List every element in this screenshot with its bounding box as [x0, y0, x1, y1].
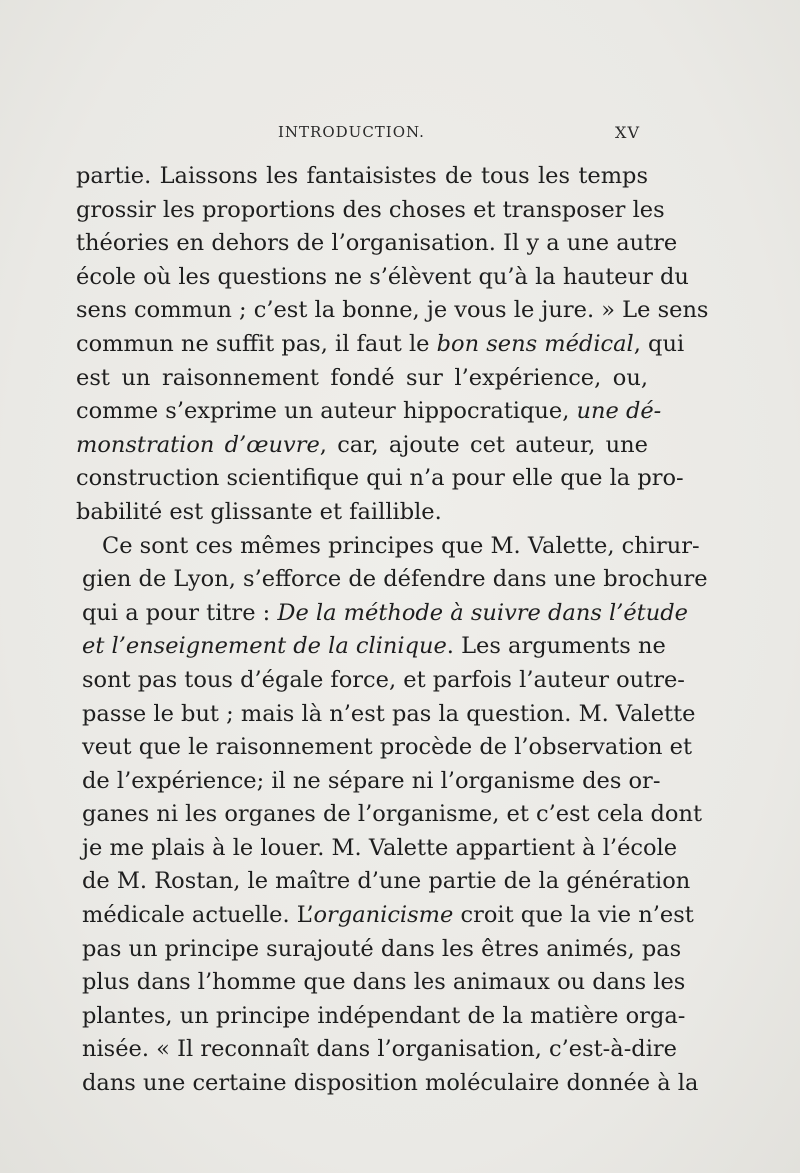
text-line: [76, 429, 648, 463]
text-line: [76, 630, 666, 664]
text-run: , qui: [633, 330, 685, 357]
page-number: XV: [615, 123, 640, 142]
text-run: passe le but ; mais là n’est pas la question. M. Valette: [82, 700, 696, 727]
text-run: école où les questions ne s’élèvent qu’à la hauteur du: [76, 263, 689, 290]
italic-run: et l’enseignement de la clinique: [82, 633, 447, 660]
text-run: babilité est glissante et faillible.: [76, 498, 442, 525]
text-run: ganes ni les organes de l’organisme, et c’est cela dont: [82, 801, 703, 828]
text-line: [76, 765, 661, 799]
paragraph: [76, 160, 709, 530]
text-line: [76, 966, 686, 1000]
text-run: veut que le raisonnement procède de l’observation et: [82, 734, 693, 761]
text-line: [76, 731, 693, 765]
text-run: . Les arguments ne: [446, 633, 666, 660]
text-run: construction scientifique qui n’a pour elle que la pro-: [76, 465, 684, 492]
text-run: théories en dehors de l’organisation. Il y a une autre: [76, 230, 678, 257]
text-run: comme s’exprime un auteur hippocratique,: [76, 398, 577, 425]
text-line: [76, 294, 709, 328]
italic-run: organicisme: [313, 902, 454, 929]
text-line: [76, 933, 682, 967]
paragraph: [76, 530, 708, 1101]
running-title: INTRODUCTION.: [278, 123, 425, 141]
text-line: [76, 395, 662, 429]
text-line: [76, 328, 685, 362]
italic-run: une dé-: [576, 398, 662, 425]
text-line: [76, 798, 703, 832]
text-run: grossir les proportions des choses et transposer les: [76, 196, 665, 223]
text-line: [76, 261, 689, 295]
text-line: [76, 1033, 677, 1067]
body-text: [76, 160, 709, 1101]
text-run: médicale actuelle. L’: [82, 902, 314, 929]
italic-run: bon sens médical: [436, 330, 634, 357]
text-line: [76, 664, 685, 698]
text-line: [76, 194, 665, 228]
text-run: , car, ajoute cet auteur, une: [319, 431, 648, 458]
text-run: de M. Rostan, le maître d’une partie de la génération: [82, 868, 691, 895]
text-run: nisée. « Il reconnaît dans l’organisation, c’est-à-dire: [82, 1036, 677, 1063]
text-line: [76, 1000, 686, 1034]
italic-run: De la méthode à suivre dans l’étude: [277, 599, 688, 626]
text-line: [76, 563, 708, 597]
text-run: commun ne suffit pas, il faut le: [76, 330, 437, 357]
text-line: [76, 1067, 699, 1101]
text-run: Ce sont ces mêmes principes que M. Valette, chirur-: [102, 532, 700, 559]
text-line: [76, 530, 700, 564]
text-line: [76, 832, 678, 866]
italic-run: monstration d’œuvre: [76, 431, 320, 458]
text-run: sens commun ; c’est la bonne, je vous le jure. » Le sens: [76, 297, 709, 324]
text-line: [76, 462, 684, 496]
running-header: [76, 123, 648, 147]
text-run: croit que la vie n’est: [453, 902, 694, 929]
text-line: [76, 899, 694, 933]
text-run: plus dans l’homme que dans les animaux ou dans les: [82, 969, 686, 996]
text-run: sont pas tous d’égale force, et parfois l’auteur outre-: [82, 666, 685, 693]
text-run: plantes, un principe indépendant de la matière orga-: [82, 1002, 686, 1029]
text-line: [76, 227, 678, 261]
text-line: [76, 597, 688, 631]
text-run: gien de Lyon, s’efforce de défendre dans une brochure: [82, 566, 708, 593]
text-run: partie. Laissons les fantaisistes de tous les temps: [76, 163, 648, 189]
text-line: [76, 160, 648, 194]
text-run: pas un principe surajouté dans les êtres animés, pas: [82, 935, 682, 962]
text-line: [76, 362, 648, 396]
text-run: dans une certaine disposition moléculaire donnée à la: [82, 1070, 699, 1097]
text-run: je me plais à le louer. M. Valette appartient à l’école: [82, 834, 678, 861]
text-line: [76, 865, 691, 899]
text-run: est un raisonnement fondé sur l’expérience, ou,: [76, 364, 648, 391]
text-line: [76, 698, 696, 732]
text-run: de l’expérience; il ne sépare ni l’organisme des or-: [82, 767, 661, 794]
text-line: [76, 496, 648, 530]
text-run: qui a pour titre :: [82, 599, 278, 626]
